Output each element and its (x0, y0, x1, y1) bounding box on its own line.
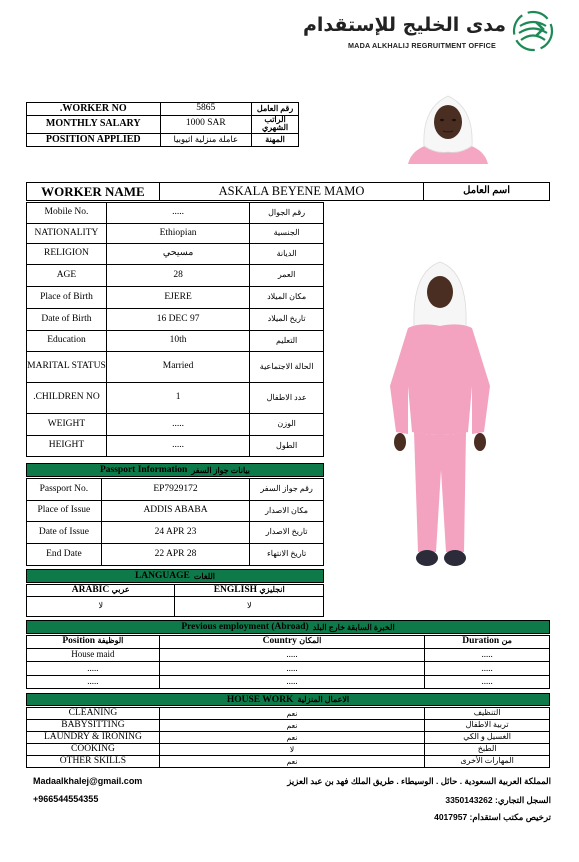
worker-fullbody-photo (380, 256, 500, 572)
arabic-value: لا (27, 597, 175, 617)
employment-country: ..... (159, 662, 424, 676)
employment-country: ..... (159, 649, 424, 662)
housework-row (27, 756, 550, 768)
passport-table (26, 478, 324, 566)
col-country-en: Country (262, 636, 297, 647)
personal-row (27, 224, 324, 244)
passport-label: Date of Issue (27, 522, 102, 544)
company-name-ar: مدى الخليج للإستقدام (302, 14, 506, 36)
employment-header (26, 620, 550, 634)
arabic-label-ar: عربي (111, 584, 130, 594)
personal-value: Ethiopian (106, 224, 249, 244)
housework-label: OTHER SKILLS (27, 756, 160, 768)
passport-row (27, 522, 324, 544)
housework-label-ar: المهارات الأخرى (425, 756, 550, 768)
footer-cr: السجل التجاري: 3350143262 (445, 795, 551, 805)
housework-label-ar: التنظيف (425, 708, 550, 720)
housework-label: BABYSITTING (27, 720, 160, 732)
company-logo (302, 8, 554, 54)
top-info-table (26, 102, 299, 147)
salary-label-ar: الراتب الشهري (252, 116, 299, 134)
personal-value: 1 (106, 383, 249, 414)
housework-row (27, 732, 550, 744)
personal-label-ar: الجنسية (250, 224, 324, 244)
housework-label-ar: الطبخ (425, 744, 550, 756)
language-header-en: LANGUAGE (134, 571, 190, 581)
employment-row (27, 676, 550, 689)
housework-header-ar: الاعمال المنزلية (297, 695, 350, 704)
col-country-ar: المكان (299, 636, 322, 646)
arabic-label-en: ARABIC (71, 584, 110, 595)
personal-row (27, 436, 324, 457)
worker-no-value: 5865 (160, 103, 252, 116)
employment-duration: ..... (425, 662, 550, 676)
housework-label: COOKING (27, 744, 160, 756)
passport-label: Passport No. (27, 479, 102, 501)
employment-position: ..... (27, 676, 160, 689)
personal-row (27, 203, 324, 224)
language-header-ar: اللغات (193, 571, 216, 581)
housework-label: LAUNDRY & IRONING (27, 732, 160, 744)
personal-row (27, 383, 324, 414)
position-value: عاملة منزلية اثيوبيا (160, 133, 252, 146)
housework-header (26, 693, 550, 706)
personal-value: 28 (106, 265, 249, 287)
passport-value: 24 APR 23 (101, 522, 249, 544)
arabic-label (27, 585, 175, 597)
salary-label: MONTHLY SALARY (27, 116, 161, 134)
personal-label: MARITAL STATUS (27, 352, 107, 383)
personal-label-ar: العمر (250, 265, 324, 287)
worker-headshot-photo (398, 88, 498, 164)
housework-header-en: HOUSE WORK (226, 694, 294, 705)
passport-value: ADDIS ABABA (101, 501, 249, 522)
passport-label-ar: تاريخ الانتهاء (250, 544, 324, 566)
personal-value: 10th (106, 331, 249, 352)
employment-duration: ..... (425, 676, 550, 689)
personal-info-table (26, 202, 324, 457)
personal-row (27, 244, 324, 265)
col-position-en: Position (62, 636, 96, 647)
worker-name-table (26, 182, 550, 201)
passport-header (26, 463, 324, 477)
personal-label: .CHILDREN NO (27, 383, 107, 414)
language-table (26, 584, 324, 617)
personal-label: NATIONALITY (27, 224, 107, 244)
personal-value: Married (106, 352, 249, 383)
personal-label: AGE (27, 265, 107, 287)
worker-name-label-ar: اسم العامل (424, 183, 550, 201)
housework-label-ar: الغسيل و الكي (425, 732, 550, 744)
passport-row (27, 501, 324, 522)
worker-no-label: .WORKER NO (27, 103, 161, 116)
employment-table (26, 635, 550, 689)
logo-globe-icon (512, 10, 554, 52)
housework-value: نعم (159, 720, 424, 732)
housework-row (27, 744, 550, 756)
housework-label: CLEANING (27, 708, 160, 720)
personal-row (27, 414, 324, 436)
language-header (26, 569, 324, 583)
footer-email: Madaalkhalej@gmail.com (33, 776, 143, 786)
position-label: POSITION APPLIED (27, 133, 161, 146)
employment-country: ..... (159, 676, 424, 689)
passport-label-ar: مكان الاصدار (250, 501, 324, 522)
personal-label: Date of Birth (27, 309, 107, 331)
personal-label: Mobile No. (27, 203, 107, 224)
personal-label: HEIGHT (27, 436, 107, 457)
col-duration-en: Duration (462, 636, 500, 647)
housework-table (26, 707, 550, 768)
personal-value: 16 DEC 97 (106, 309, 249, 331)
personal-label-ar: الطول (250, 436, 324, 457)
footer-license-value: 4017957 (434, 812, 468, 822)
personal-label-ar: عدد الاطفال (250, 383, 324, 414)
employment-position: House maid (27, 649, 160, 662)
passport-header-ar: بيانات جواز السفر (191, 465, 251, 475)
housework-row (27, 720, 550, 732)
passport-label-ar: تاريخ الاصدار (250, 522, 324, 544)
company-name-en: MADA ALKHALIJ REGRUITMENT OFFICE (348, 41, 497, 50)
housework-value: نعم (159, 732, 424, 744)
footer-phone: +966544554355 (33, 794, 99, 804)
position-label-ar: المهنة (252, 133, 299, 146)
personal-row (27, 331, 324, 352)
personal-label-ar: الحالة الاجتماعية (250, 352, 324, 383)
col-duration (425, 636, 550, 649)
personal-label: RELIGION (27, 244, 107, 265)
employment-header-ar: الخبرة السابقة خارج البلد (312, 622, 395, 632)
footer-cr-label: السجل التجاري (497, 795, 551, 805)
english-label (175, 585, 324, 597)
personal-label: Place of Birth (27, 287, 107, 309)
housework-row (27, 708, 550, 720)
housework-value: لا (159, 744, 424, 756)
personal-label-ar: تاريخ الميلاد (250, 309, 324, 331)
personal-value: ..... (106, 436, 249, 457)
housework-value: نعم (159, 708, 424, 720)
passport-value: 22 APR 28 (101, 544, 249, 566)
personal-value: ..... (106, 414, 249, 436)
col-duration-ar: من (501, 636, 512, 646)
footer-address: المملكة العربية السعودية . حائل . الوسيطاء . طريق الملك فهد بن عبد العزيز (287, 776, 551, 786)
personal-value: EJERE (106, 287, 249, 309)
passport-label-ar: رقم جواز السفر (250, 479, 324, 501)
employment-row (27, 662, 550, 676)
personal-label-ar: التعليم (250, 331, 324, 352)
passport-header-en: Passport Information (99, 465, 188, 475)
col-country (159, 636, 424, 649)
worker-name-value: ASKALA BEYENE MAMO (159, 183, 423, 201)
personal-row (27, 352, 324, 383)
employment-row (27, 649, 550, 662)
footer-cr-value: 3350143262 (445, 795, 493, 805)
col-position (27, 636, 160, 649)
passport-label: End Date (27, 544, 102, 566)
personal-label-ar: مكان الميلاد (250, 287, 324, 309)
personal-label: Education (27, 331, 107, 352)
worker-name-label: WORKER NAME (27, 183, 160, 201)
english-label-ar: انجليزي (259, 584, 285, 594)
employment-position: ..... (27, 662, 160, 676)
employment-header-en: Previous employment (Abroad) (181, 622, 309, 632)
personal-value: مسيحي (106, 244, 249, 265)
personal-row (27, 309, 324, 331)
passport-row (27, 479, 324, 501)
personal-row (27, 287, 324, 309)
passport-value: EP7929172 (101, 479, 249, 501)
housework-label-ar: تربية الاطفال (425, 720, 550, 732)
english-value: لا (175, 597, 324, 617)
salary-value: 1000 SAR (160, 116, 252, 134)
housework-value: نعم (159, 756, 424, 768)
english-label-en: ENGLISH (213, 584, 258, 595)
personal-label-ar: الديانة (250, 244, 324, 265)
personal-value: ..... (106, 203, 249, 224)
worker-no-label-ar: رقم العامل (252, 103, 299, 116)
personal-row (27, 265, 324, 287)
passport-row (27, 544, 324, 566)
footer-license: ترخيص مكتب استقدام: 4017957 (434, 812, 551, 822)
personal-label-ar: الوزن (250, 414, 324, 436)
employment-duration: ..... (425, 649, 550, 662)
personal-label-ar: رقم الجوال (250, 203, 324, 224)
passport-label: Place of Issue (27, 501, 102, 522)
footer-license-label: ترخيص مكتب استقدام (472, 812, 551, 822)
col-position-ar: الوظيفة (97, 636, 124, 646)
personal-label: WEIGHT (27, 414, 107, 436)
